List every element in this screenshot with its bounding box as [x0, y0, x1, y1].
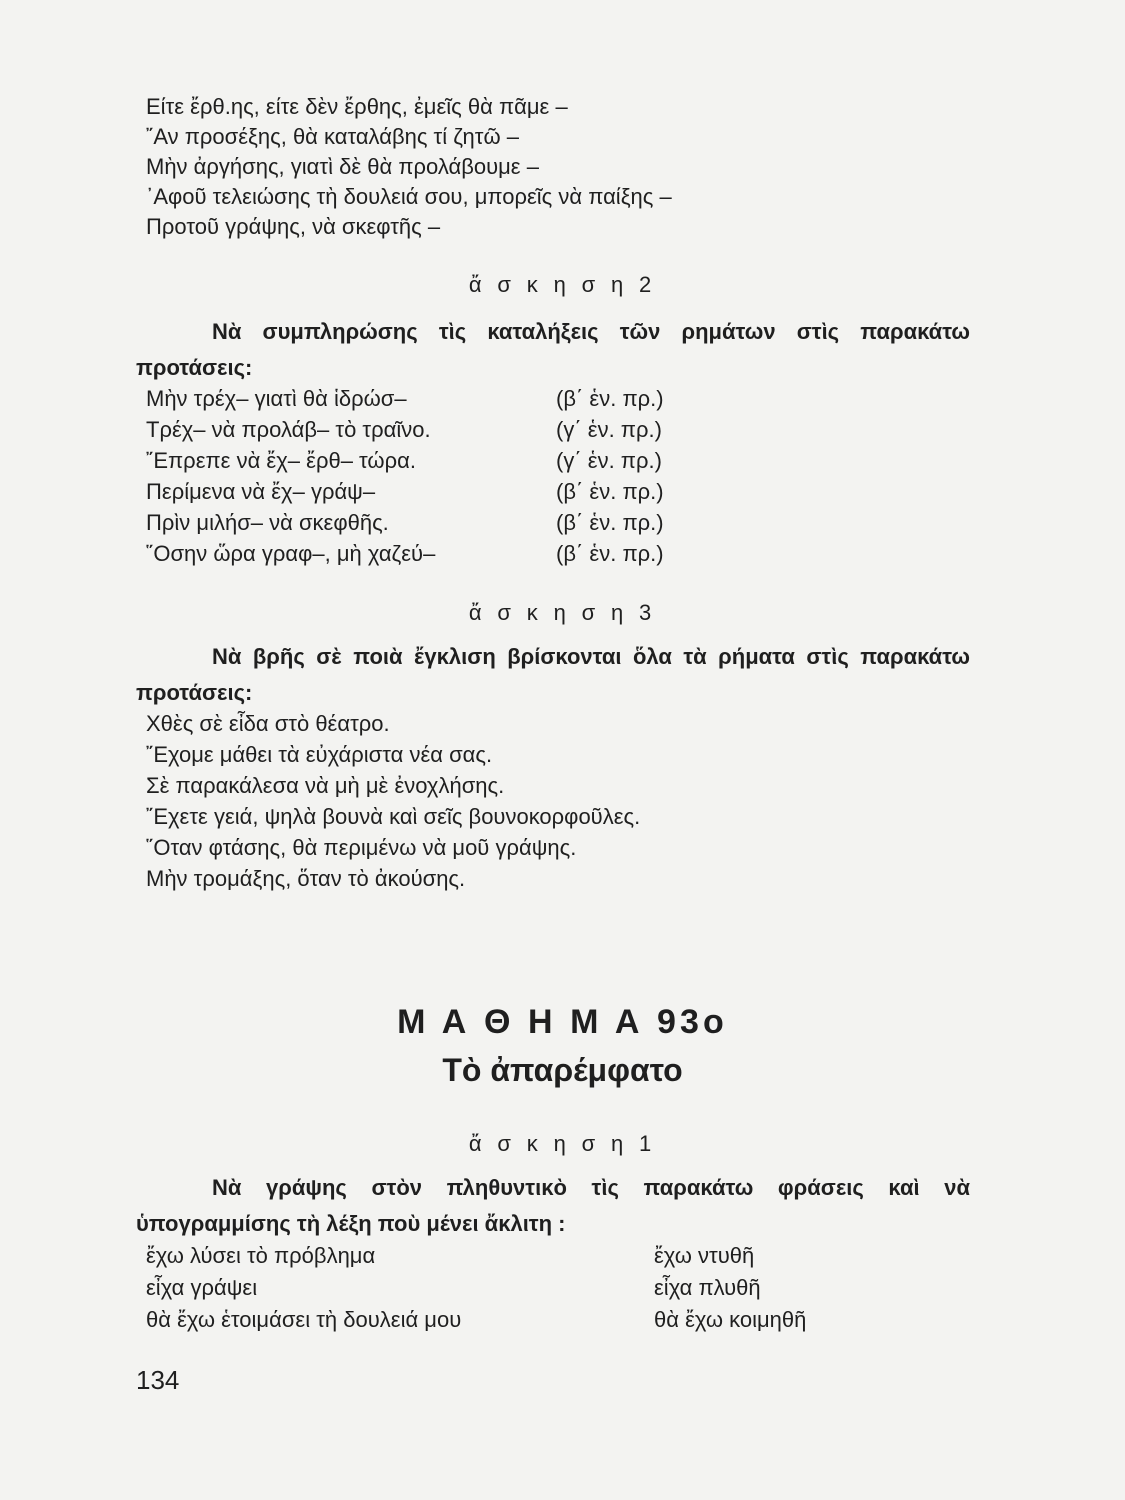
sentence-line: Μὴν ἀργήσης, γιατὶ δὲ θὰ προλάβουμε – [146, 154, 539, 179]
sentence-line: Είτε ἔρθ.ης, είτε δὲν ἔρθης, ἐμεῖς θὰ πᾶμε – [146, 94, 568, 119]
sentence-line: ῎Εχετε γειά, ψηλὰ βουνὰ καὶ σεῖς βουνοκορφοῦλες. [146, 804, 641, 829]
lesson-title: Τὸ ἀπαρέμφατο [442, 1052, 683, 1088]
lesson-number: Μ Α Θ Η Μ Α 93ο [397, 1003, 728, 1041]
sentence-line: Μὴν τρομάξης, ὅταν τὸ ἀκούσης. [146, 866, 466, 891]
phrase-left: εἶχα γράψει [146, 1275, 258, 1300]
exercise-row-note: (β΄ ἑν. πρ.) [556, 386, 664, 411]
exercise-row: ῞Οσην ὥρα γραφ–, μὴ χαζεύ– [146, 541, 436, 566]
exercise-row-note: (γ΄ ἑν. πρ.) [556, 448, 662, 473]
phrase-right: ἔχω ντυθῆ [654, 1243, 755, 1268]
phrase-right: θὰ ἔχω κοιμηθῆ [654, 1307, 807, 1332]
exercise-3-instruction: Νὰ βρῆς σὲ ποιὰ ἔγκλιση βρίσκονται ὅλα τὰ ρήματα στὶς παρακάτω προτάσεις: [136, 644, 970, 705]
page-number: 134 [136, 1365, 180, 1395]
sentence-line: ῎Εχομε μάθει τὰ εὐχάριστα νέα σας. [146, 742, 493, 767]
exercise-row-note: (β΄ ἑν. πρ.) [556, 541, 664, 566]
sentence-line: ῞Οταν φτάσης, θὰ περιμένω νὰ μοῦ γράψης. [146, 835, 577, 860]
sentence-line: Χθὲς σὲ εἶδα στὸ θέατρο. [146, 711, 390, 736]
exercise-row: ῎Επρεπε νὰ ἔχ– ἔρθ– τώρα. [146, 448, 416, 473]
sentence-line: Προτοῦ γράψης, νὰ σκεφτῆς – [146, 214, 441, 239]
exercise-1-instruction: Νὰ γράψης στὸν πληθυντικὸ τὶς παρακάτω φράσεις καὶ νὰ ὑπογραμμίσης τὴ λέξη ποὺ μένει ἄκλιτη : [136, 1175, 970, 1236]
exercise-row: Τρέχ– νὰ προλάβ– τὸ τραῖνο. [146, 417, 431, 442]
exercise-3-title: ἄ σ κ η σ η 3 [468, 600, 657, 625]
sentence-line: ᾿Αφοῦ τελειώσης τὴ δουλειά σου, μπορεῖς νὰ παίξης – [146, 184, 672, 209]
sentence-line: ῎Αν προσέξης, θὰ καταλάβης τί ζητῶ – [146, 124, 519, 149]
exercise-row-note: (γ΄ ἑν. πρ.) [556, 417, 662, 442]
exercise-row: Περίμενα νὰ ἔχ– γράψ– [146, 479, 376, 504]
exercise-2-instruction: Νὰ συμπληρώσης τὶς καταλήξεις τῶν ρημάτων στὶς παρακάτω προτάσεις: [136, 319, 970, 380]
exercise-1-title: ἄ σ κ η σ η 1 [468, 1131, 657, 1156]
phrase-right: εἶχα πλυθῆ [654, 1275, 761, 1300]
exercise-row: Μὴν τρέχ– γιατὶ θὰ ἱδρώσ– [146, 386, 407, 411]
exercise-row-note: (β΄ ἑν. πρ.) [556, 479, 664, 504]
exercise-2-title: ἄ σ κ η σ η 2 [468, 272, 657, 297]
phrase-left: ἔχω λύσει τὸ πρόβλημα [146, 1243, 376, 1268]
phrase-left: θὰ ἔχω ἑτοιμάσει τὴ δουλειά μου [146, 1307, 462, 1332]
exercise-row: Πρὶν μιλήσ– νὰ σκεφθῆς. [146, 510, 389, 535]
exercise-row-note: (β΄ ἑν. πρ.) [556, 510, 664, 535]
sentence-line: Σὲ παρακάλεσα νὰ μὴ μὲ ἐνοχλήσης. [146, 773, 505, 798]
